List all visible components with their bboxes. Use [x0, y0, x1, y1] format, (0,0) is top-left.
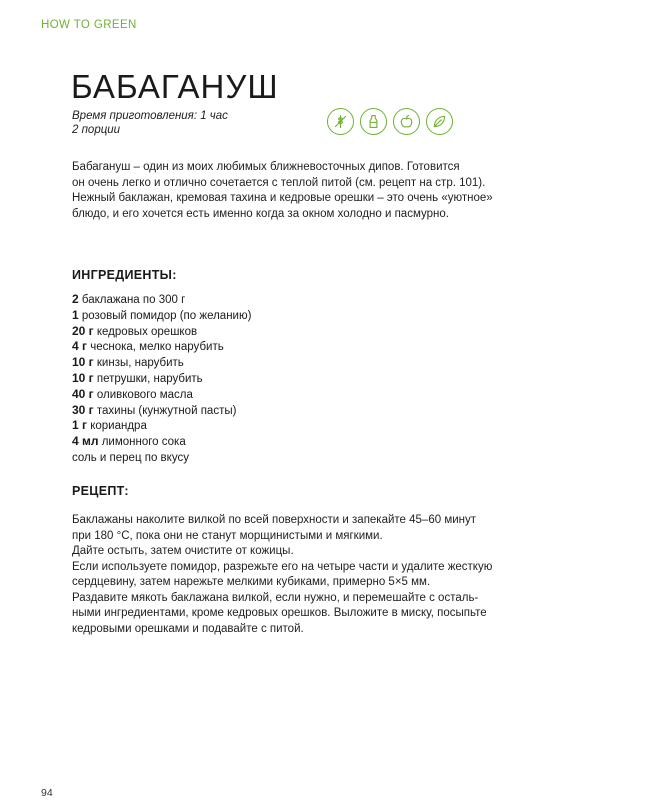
ingredient-text: кинзы, нарубить	[93, 357, 184, 370]
recipe-title: БАБАГАНУШ	[71, 68, 279, 105]
ingredient-item	[72, 355, 251, 371]
recipe-line: Раздавите мякоть баклажана вилкой, если нужно, и перемешайте с осталь-	[72, 591, 479, 604]
ingredient-item	[72, 418, 251, 434]
recipe-heading: РЕЦЕПТ:	[72, 484, 129, 498]
ingredient-text: кориандра	[87, 420, 147, 433]
ingredient-item	[72, 403, 251, 419]
ingredient-item	[72, 371, 251, 387]
recipe-intro	[72, 160, 512, 222]
intro-line: блюдо, и его хочется есть именно когда за окном холодно и пасмурно.	[72, 207, 449, 220]
ingredients-heading: ИНГРЕДИЕНТЫ:	[72, 268, 177, 282]
ingredient-qty: 10 г	[72, 370, 94, 385]
ingredient-text: лимонного сока	[98, 436, 186, 449]
recipe-line: Баклажаны наколите вилкой по всей поверхности и запекайте 45–60 минут	[72, 514, 477, 526]
ingredient-text: петрушки, нарубить	[93, 372, 203, 385]
gluten-free-icon	[327, 108, 354, 135]
recipe-line: кедровыми орешками и подавайте с питой.	[72, 622, 304, 635]
ingredient-qty: 1 г	[72, 418, 88, 433]
intro-line: Нежный баклажан, кремовая тахина и кедровые орешки – это очень «уютное»	[72, 192, 493, 204]
ingredient-item	[72, 292, 251, 308]
intro-line: Бабагануш – один из моих любимых ближневосточных дипов. Готовится	[72, 161, 460, 173]
ingredient-qty: 10 г	[72, 355, 94, 370]
recipe-line: при 180 °С, пока они не станут морщинистыми и мягкими.	[72, 529, 383, 542]
ingredient-item	[72, 434, 251, 450]
ingredient-item	[72, 450, 251, 466]
ingredients-list	[72, 292, 251, 466]
recipe-line: ными ингредиентами, кроме кедровых орешков. Выложите в миску, посыпьте	[72, 607, 487, 619]
ingredient-text: оливкового масла	[93, 388, 193, 401]
recipe-line: сердцевину, затем нарежьте мелкими кубиками, примерно 5×5 мм.	[72, 576, 431, 588]
ingredient-qty: 30 г	[72, 402, 94, 417]
ingredient-text: кедровых орешков	[93, 325, 198, 338]
ingredient-text: розовый помидор (по желанию)	[78, 309, 252, 322]
ingredient-qty: 4 г	[72, 339, 88, 354]
ingredient-qty: 40 г	[72, 386, 94, 401]
raw-food-icon	[393, 108, 420, 135]
servings: 2 порции	[72, 124, 121, 136]
prep-time: Время приготовления: 1 час	[72, 110, 228, 122]
ingredient-item	[72, 308, 251, 324]
ingredient-qty: 20 г	[72, 323, 94, 338]
recipe-steps	[72, 513, 512, 637]
ingredient-item	[72, 324, 251, 340]
recipe-meta	[72, 109, 228, 137]
dairy-free-icon	[360, 108, 387, 135]
ingredient-qty: 1	[72, 307, 79, 322]
recipe-line: Дайте остыть, затем очистите от кожицы.	[72, 545, 294, 557]
intro-line: он очень легко и отлично сочетается с теплой питой (см. рецепт на стр. 101).	[72, 176, 486, 189]
ingredient-item	[72, 387, 251, 403]
ingredient-text: соль и перец по вкусу	[72, 451, 189, 464]
diet-icons	[327, 108, 453, 135]
ingredient-text: чеснока, мелко нарубить	[87, 341, 224, 354]
ingredient-text: баклажана по 300 г	[78, 294, 186, 306]
vegan-icon	[426, 108, 453, 135]
ingredient-qty: 4 мл	[72, 434, 99, 449]
page-number: 94	[41, 787, 53, 799]
brand-header: HOW TO GREEN	[41, 19, 137, 31]
ingredient-qty: 2	[72, 292, 79, 306]
ingredient-text: тахины (кунжутной пасты)	[93, 404, 237, 417]
ingredient-item	[72, 339, 251, 355]
recipe-line: Если используете помидор, разрежьте его на четыре части и удалите жесткую	[72, 560, 493, 573]
